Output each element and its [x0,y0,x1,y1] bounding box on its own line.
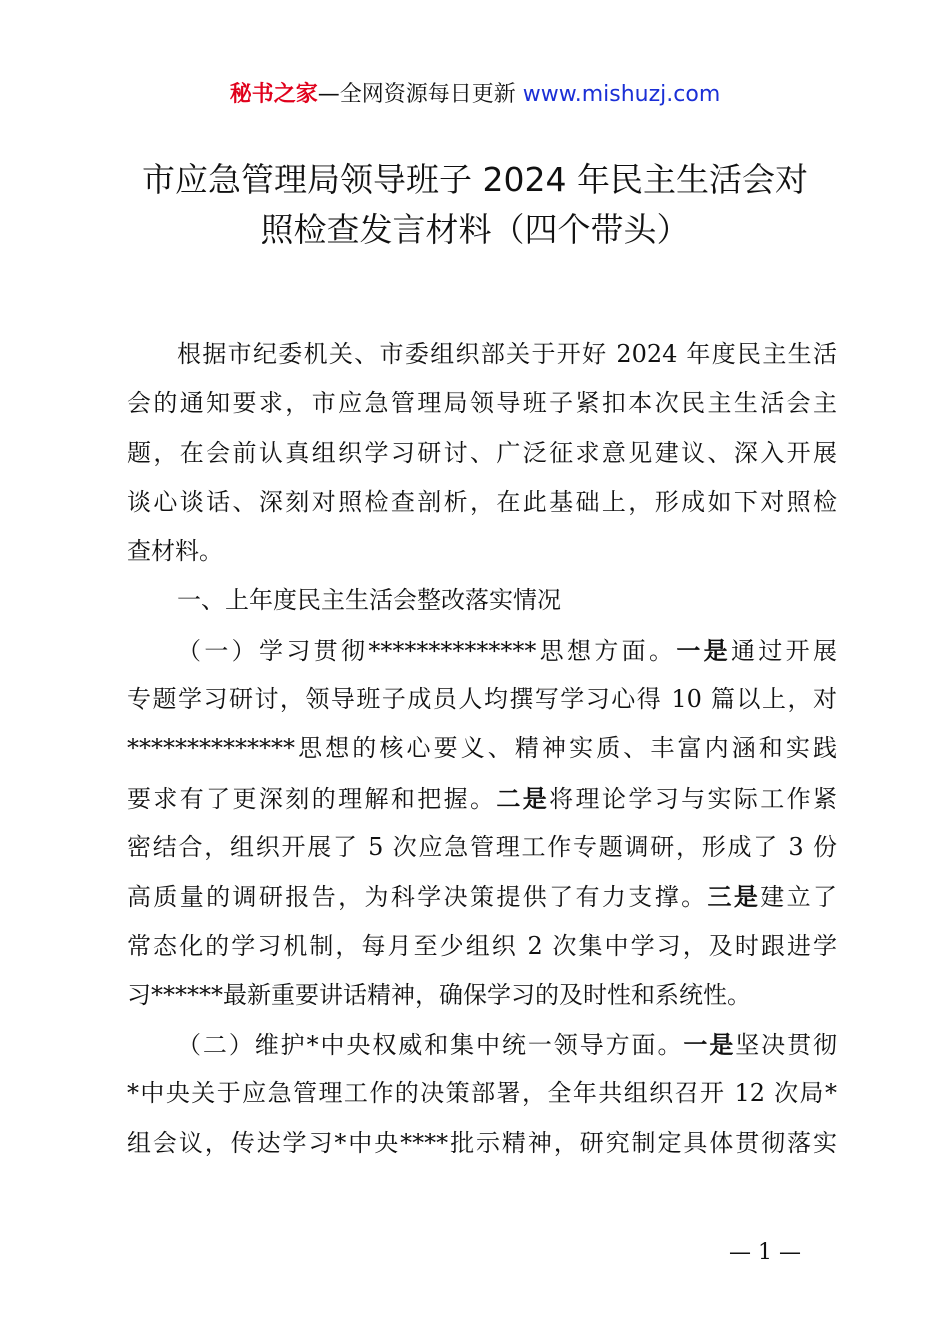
emphasis-first: 一是 [683,1030,736,1060]
item1-text: 通过开展 [731,636,838,665]
item1-heading: （一）学习贯彻**************思想方面。 [177,636,677,665]
emphasis-third: 三是 [707,882,761,912]
item1-text: 将理论学习与实际工作紧 [549,784,838,813]
item1-line: 常态化的学习机制，每月至少组织 2 次集中学习，及时跟进学 [127,931,837,960]
item1-text: 高质量的调研报告，为科学决策提供了有力支撑。 [127,883,708,912]
title-line-2: 照检查发言材料（四个带头） [260,210,690,249]
intro-line: 题，在会前认真组织学习研讨、广泛征求意见建议、深入开展 [127,438,837,467]
item1-line: 密结合，组织开展了 5 次应急管理工作专题调研，形成了 3 份 [127,832,837,861]
intro-line: 会的通知要求，市应急管理局领导班子紧扣本次民主生活会主 [127,389,837,418]
item1-line [127,626,837,675]
intro-line: 谈心谈话、深刻对照检查剖析，在此基础上，形成如下对照检 [127,487,837,516]
document-title [60,155,890,255]
item1-line [127,774,837,823]
intro-line: 查材料。 [127,537,223,566]
item1-line: 习******最新重要讲话精神，确保学习的及时性和系统性。 [127,980,751,1009]
site-url-link[interactable]: www.mishuzj.com [522,82,721,107]
site-tagline: —全网资源每日更新 [317,82,523,107]
section-heading: 一、上年度民主生活会整改落实情况 [177,586,561,615]
site-header [0,78,950,112]
item2-heading: （二）维护*中央权威和集中统一领导方面。 [177,1031,684,1060]
emphasis-second: 二是 [496,783,550,813]
document-body [127,330,837,1168]
item2-line [127,1020,837,1069]
site-brand: 秘书之家 [229,82,318,107]
item2-line: 组会议，传达学习*中央****批示精神，研究制定具体贯彻落实 [127,1128,837,1157]
item1-text: 要求有了更深刻的理解和把握。 [127,784,497,813]
item2-line: *中央关于应急管理工作的决策部署，全年共组织召开 12 次局* [127,1079,837,1108]
item2-text: 坚决贯彻 [735,1031,838,1060]
page-number: — 1 — [729,1240,801,1265]
item1-line [127,872,837,921]
item1-line: **************思想的核心要义、精神实质、丰富内涵和实践 [127,734,837,763]
intro-line: 根据市纪委机关、市委组织部关于开好 2024 年度民主生活 [177,340,837,368]
emphasis-first: 一是 [676,635,732,665]
title-line-1: 市应急管理局领导班子 2024 年民主生活会对 [142,160,808,199]
item1-line: 专题学习研讨，领导班子成员人均撰写学习心得 10 篇以上，对 [127,685,837,714]
item1-text: 建立了 [760,883,838,912]
